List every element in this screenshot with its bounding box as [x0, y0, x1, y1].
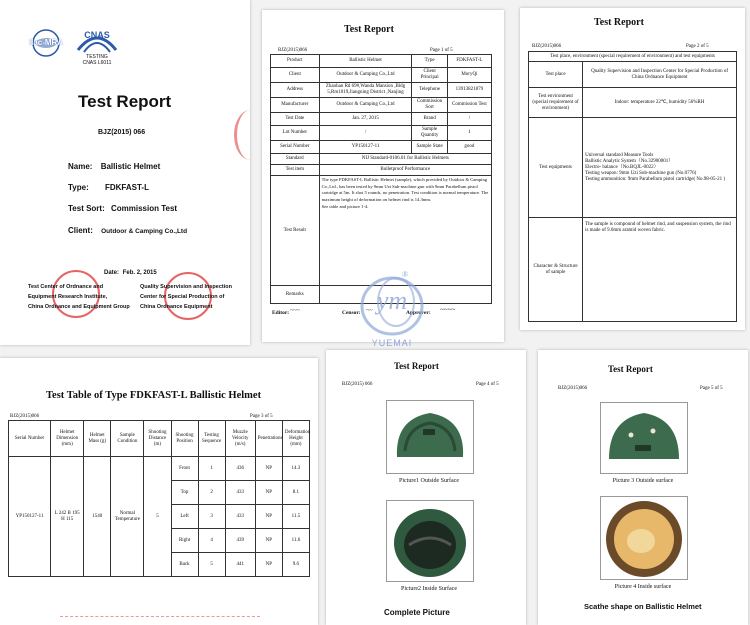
sort-value: Commission Test — [110, 204, 178, 213]
shot-cell: Back — [171, 553, 198, 577]
org-right-line-2: Center for Special Production of — [140, 294, 225, 300]
page-1-title: Test Report — [344, 24, 394, 35]
info-value-cell: Jan. 27, 2015 — [319, 113, 412, 126]
shot-cell: NP — [255, 505, 282, 529]
table-header-cell: Sample Condition — [111, 421, 144, 457]
shot-cell: 11.6 — [282, 529, 309, 553]
info-value-cell: Outdoor & Camping Co.,Ltd — [319, 68, 412, 83]
table-header-cell: Serial Number — [9, 421, 51, 457]
helmet-inside-icon — [387, 501, 473, 581]
equipment-line: Testing weapon: 9mm Uzi Sub-machine gun (No.0776) — [585, 170, 697, 176]
date-value: Feb. 2, 2015 — [122, 270, 157, 276]
watermark-mark: ym — [376, 286, 408, 315]
test-environment-value: Indoor: temperature 22℃, humidity 56%RH — [583, 88, 737, 118]
character-value: The sample is compound of helmet rind, and suspension system, the rind is made of 9.0mm aramid woven fabric. — [583, 218, 737, 322]
cnas-number: CNAS L6011 — [82, 60, 112, 66]
table-header-cell: Deformation Height (mm) — [282, 421, 309, 457]
test-item-label: Test item — [271, 165, 320, 176]
test-equipment-label: Test equipments — [529, 118, 583, 218]
info-value-cell: good — [447, 141, 491, 154]
table-header-cell: Muzzle Velocity (m/s) — [225, 421, 255, 457]
page-2-table — [528, 51, 737, 322]
table-header-cell: Penetrations — [255, 421, 282, 457]
org-left — [28, 282, 138, 312]
name-label: Name: — [68, 162, 93, 171]
shot-cell: 2 — [198, 481, 225, 505]
yuemai-watermark — [352, 272, 432, 356]
org-left-line-1: Test Center of Ordnance and — [28, 284, 104, 290]
info-label-cell: Test Date — [271, 113, 320, 126]
info-label-cell: Client — [271, 68, 320, 83]
sample-serial-cell: YP150127-11 — [9, 457, 51, 577]
info-label-cell: Address — [271, 83, 320, 98]
info-value-cell: Ballistic Helmet — [319, 55, 412, 68]
approver-label: Approver: — [406, 310, 431, 316]
ilac-mra-logo — [24, 28, 68, 58]
info-value-cell: 13913821879 — [447, 83, 491, 98]
page-1-code: BJZ(2015)066 — [278, 48, 308, 53]
info-label-cell: Lot Number — [271, 126, 320, 141]
test-result-text: The type FDKFAST-L Ballistic Helmet (sample), which provided by Outdoor & Camping Co.,Ltd., has been tested by 9mm Uzi Sub-machine gun with 9mm Parabellum pistol cartridge at 5m. It shot 5 rounds, no penetration. Test condition is normal temperature. The maximum height of deformation on helmet rind is 14.3mm. — [321, 177, 489, 202]
red-stamp-edge — [234, 110, 250, 160]
org-right-line-3: China Ordnance Equipment — [140, 304, 213, 310]
report-number: BJZ(2015) 066 — [98, 129, 146, 136]
censor-label: Censor: — [342, 310, 361, 316]
table-row — [9, 457, 310, 481]
page-3-code: BJZ(2015)066 — [10, 414, 40, 419]
page-4-code: BJZ(2015) 066 — [342, 382, 373, 387]
remarks-label: Remarks — [271, 286, 320, 304]
table-header-cell: Helmet Dimension (mm) — [51, 421, 84, 457]
info-label-cell: Type — [412, 55, 447, 68]
picture-2-inside — [386, 500, 474, 582]
sample-mass-cell: 1540 — [84, 457, 111, 577]
picture-2-caption: Picture2 Inside Surface — [401, 586, 457, 592]
equipment-line: Ballistic Analytic System（No.32900001） — [585, 158, 674, 164]
cover-title: Test Report — [78, 92, 172, 111]
info-label-cell: Telephone — [412, 83, 447, 98]
info-value-cell: Outdoor & Camping Co.,Ltd — [319, 98, 412, 113]
page-3-table-wrap — [8, 420, 310, 577]
report-page-3 — [0, 358, 318, 625]
page-5-title: Test Report — [608, 364, 653, 374]
info-row — [271, 55, 492, 68]
equipment-line: Testing ammunition: 9mm Parabellum pistol cartridge( No.98-05-21 ) — [585, 176, 725, 182]
ilac-label: ilac-MRA — [28, 38, 64, 47]
test-result-label: Test Result — [271, 176, 320, 286]
picture-3-outside — [600, 402, 688, 474]
shot-cell: 8.1 — [282, 481, 309, 505]
damaged-helmet-outside-icon — [601, 403, 687, 473]
info-row — [271, 83, 492, 98]
info-label-cell: Serial Number — [271, 141, 320, 154]
info-label-cell: Commission Sort — [412, 98, 447, 113]
type-label: Type: — [68, 183, 89, 192]
watermark-reg: ® — [402, 270, 409, 279]
shot-cell: 439 — [225, 529, 255, 553]
table-header-cell: Helmet Mass (g) — [84, 421, 111, 457]
info-row — [271, 126, 492, 141]
page-2-page-number: Page 2 of 5 — [686, 44, 709, 49]
info-value-cell: / — [447, 113, 491, 126]
helmet-outside-icon — [387, 401, 473, 473]
sample-condition-cell: Normal Temperature — [111, 457, 144, 577]
page-5-footer: Scathe shape on Ballistic Helmet — [584, 602, 702, 611]
sample-distance-cell: 5 — [144, 457, 171, 577]
editor-label: Editor: — [272, 310, 290, 316]
page-3-title: Test Table of Type FDKFAST-L Ballistic Helmet — [46, 390, 262, 401]
cnas-label: CNAS — [84, 30, 110, 40]
info-label-cell: Sample State — [412, 141, 447, 154]
cover-page — [0, 0, 250, 345]
picture-1-caption: Picture1 Outside Surface — [399, 478, 459, 484]
info-value-cell: Commission Test — [447, 98, 491, 113]
testing-label: TESTING — [86, 54, 108, 60]
report-page-4 — [326, 350, 526, 625]
shot-cell: Right — [171, 529, 198, 553]
shot-cell: 436 — [225, 457, 255, 481]
page-3-page-number: Page 3 of 5 — [250, 414, 273, 419]
shot-cell: 4 — [198, 529, 225, 553]
shot-cell: 14.3 — [282, 457, 309, 481]
info-value-cell: Zhaohan Rd 69#,Wanda Mansion ,Bldg 5,Rm1019,Jiangning District ,Nanjing — [319, 83, 412, 98]
org-left-line-3: China Ordnance and Equipment Group — [28, 304, 130, 310]
test-place-value: Quality Supervision and Inspection Center for Special Production of China Ordnance Equipment — [583, 62, 737, 88]
info-label-cell: Product — [271, 55, 320, 68]
picture-1-outside — [386, 400, 474, 474]
page-2-table-wrap — [528, 51, 737, 322]
shot-cell: 441 — [225, 553, 255, 577]
test-environment-label: Test environment (special requirement of environment) — [529, 88, 583, 118]
page-5-page-number: Page 5 of 5 — [700, 386, 723, 391]
client-value: Outdoor & Camping Co.,Ltd — [101, 228, 188, 235]
editor-signature: ~~~ — [290, 308, 300, 314]
page-5-code: BJZ(2015)066 — [558, 386, 588, 391]
shot-cell: NP — [255, 529, 282, 553]
client-row — [68, 226, 187, 235]
name-value: Ballistic Helmet — [100, 162, 161, 171]
page-4-footer: Complete Picture — [384, 608, 450, 617]
test-place-label: Test place — [529, 62, 583, 88]
test-item-value: Bulletproof Performance — [319, 165, 491, 176]
info-label-cell: Manufacturer — [271, 98, 320, 113]
shot-cell: NP — [255, 553, 282, 577]
page-4-page-number: Page 4 of 5 — [476, 382, 499, 387]
table-header-cell: Shooting Distance (m) — [144, 421, 171, 457]
damaged-helmet-inside-icon — [601, 497, 687, 579]
picture-4-inside — [600, 496, 688, 580]
info-label-cell: Sample Quantity — [412, 126, 447, 141]
name-row — [68, 162, 160, 171]
org-left-line-2: Equipment Research Institute, — [28, 294, 108, 300]
censor-signature: ~~ — [366, 308, 373, 314]
test-results-table — [8, 420, 310, 577]
info-value-cell: MoryQi — [447, 68, 491, 83]
sample-dimension-cell: L 242 B 195 H 115 — [51, 457, 84, 577]
shot-cell: 433 — [225, 505, 255, 529]
watermark-brand: YUEMAI — [371, 338, 413, 348]
page-4-title: Test Report — [394, 361, 439, 371]
shot-cell: 433 — [225, 481, 255, 505]
shot-cell: 11.5 — [282, 505, 309, 529]
environment-header: Test place, environment (special requirement of environment) and test equipments — [529, 52, 737, 62]
info-row — [271, 68, 492, 83]
picture-3-caption: Picture 3 Outside surface — [612, 478, 674, 484]
shot-cell: 9.6 — [282, 553, 309, 577]
info-value-cell: YP150127-11 — [319, 141, 412, 154]
shot-cell: Front — [171, 457, 198, 481]
picture-4-caption: Picture 4 Inside surface — [614, 584, 672, 590]
type-value: FDKFAST-L — [104, 183, 149, 192]
sort-label: Test Sort: — [68, 204, 105, 213]
report-page-5 — [538, 350, 748, 625]
shot-cell: 1 — [198, 457, 225, 481]
page-1-page-number: Page 1 of 5 — [430, 48, 453, 53]
character-label: Character & Structure of sample — [529, 218, 583, 322]
table-header-cell: Testing Sequence — [198, 421, 225, 457]
info-row — [271, 113, 492, 126]
org-right-line-1: Quality Supervision and Inspection — [140, 284, 232, 290]
page-2-title: Test Report — [594, 17, 644, 28]
cnas-logo — [74, 24, 120, 70]
shot-cell: Top — [171, 481, 198, 505]
info-value-cell: FDKFAST-L — [447, 55, 491, 68]
info-value-cell: / — [319, 126, 412, 141]
shot-cell: 3 — [198, 505, 225, 529]
org-right — [140, 282, 250, 312]
date-label: Date: — [104, 270, 120, 276]
table-header-cell: Shooting Position — [171, 421, 198, 457]
report-page-2 — [520, 8, 745, 330]
client-label: Client: — [68, 226, 93, 235]
equipment-line: Electro- balance（No.BQJL-0022） — [585, 164, 659, 170]
red-stamp-fragment — [60, 616, 260, 621]
info-value-cell: 1 — [447, 126, 491, 141]
approver-signature: ~~~~ — [440, 306, 456, 314]
info-row — [271, 141, 492, 154]
shot-cell: 5 — [198, 553, 225, 577]
page-1-info-table — [270, 54, 492, 304]
info-row — [271, 98, 492, 113]
date-row — [104, 270, 157, 276]
standard-label: Standard — [271, 154, 320, 165]
info-label-cell: Client Principal — [412, 68, 447, 83]
standard-value: NIJ Standard-0106.01 for Ballistic Helmets — [319, 154, 491, 165]
shot-cell: NP — [255, 457, 282, 481]
page-2-code: BJZ(2015)066 — [532, 44, 562, 49]
type-row — [68, 183, 149, 192]
test-result-see: See table and picture 1-4. — [321, 203, 369, 209]
shot-cell: Left — [171, 505, 198, 529]
info-label-cell: Brand — [412, 113, 447, 126]
shot-cell: NP — [255, 481, 282, 505]
equipment-line: Universal standard Measure Tools — [585, 152, 654, 158]
sort-row — [68, 204, 177, 213]
